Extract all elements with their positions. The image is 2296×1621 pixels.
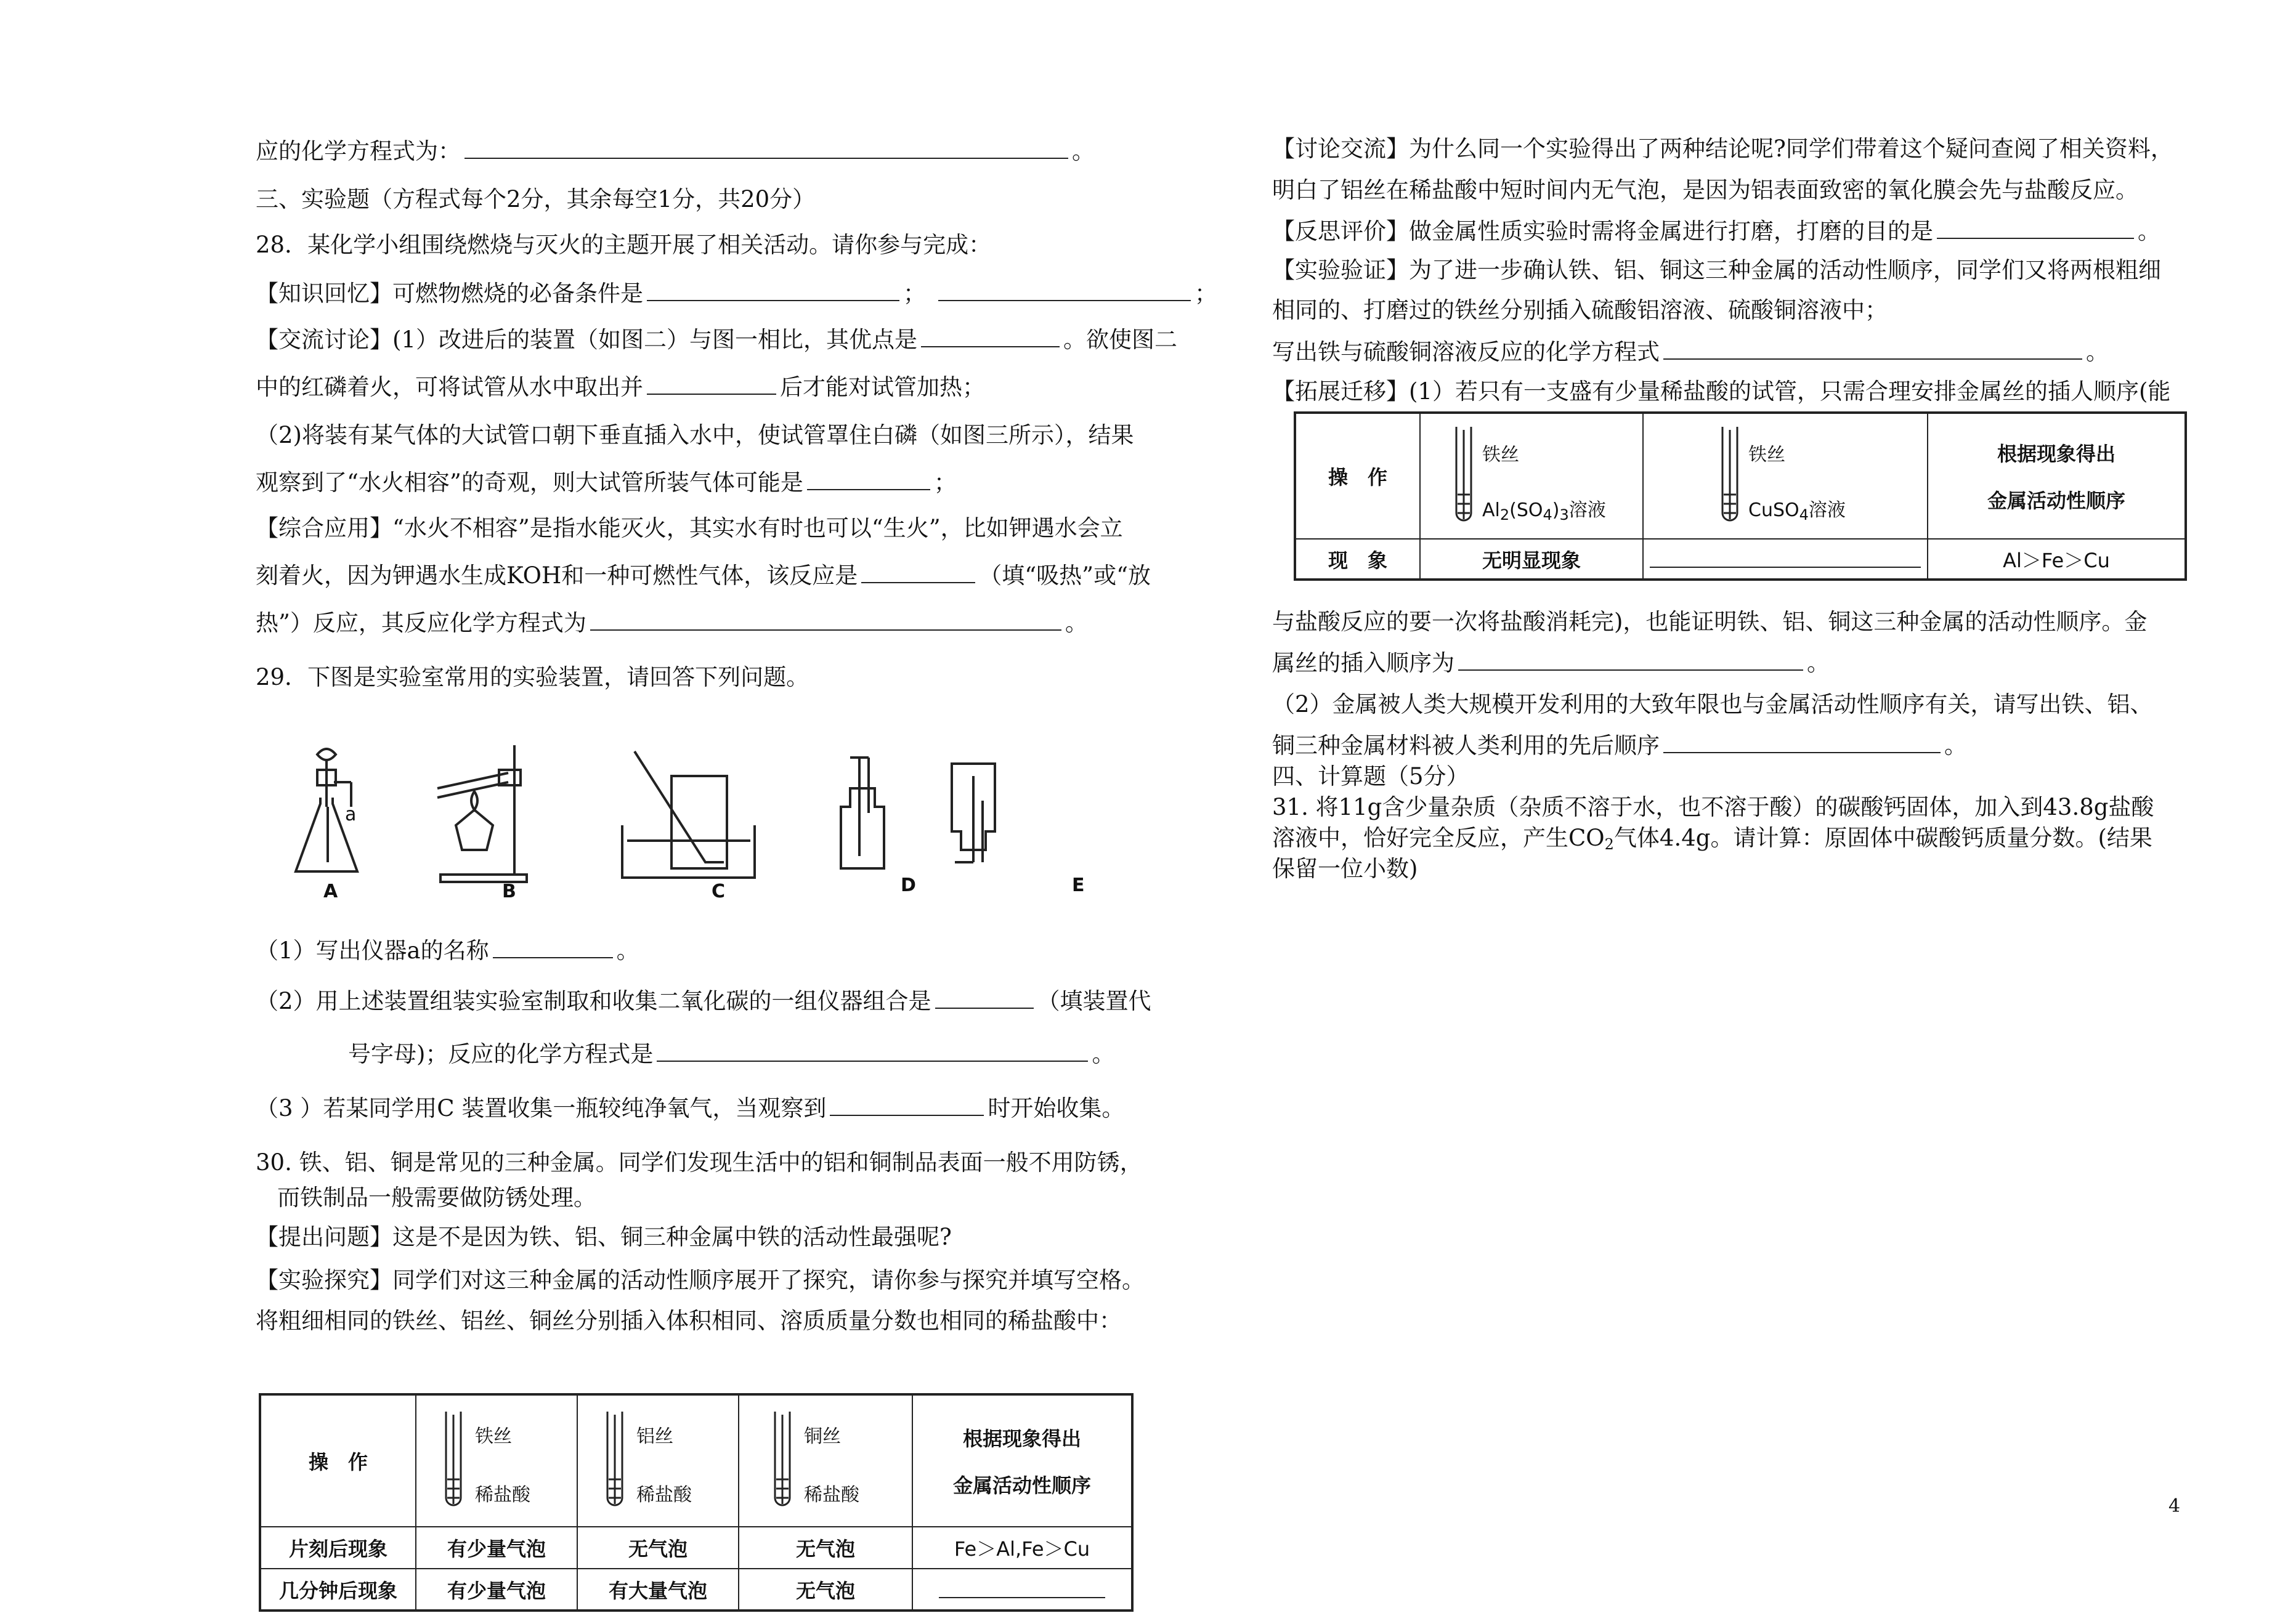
answer-blank[interactable] xyxy=(464,137,1068,159)
answer-blank[interactable] xyxy=(1663,731,1941,753)
table-cell[interactable] xyxy=(1643,539,1928,580)
text: 【反思评价】做金属性质实验时需将金属进行打磨，打磨的目的是 xyxy=(1272,218,1933,245)
text: 金属活动性顺序 xyxy=(1987,489,2125,512)
extension-2-line: （2）金属被人类大规模开发利用的大致年限也与金属活动性顺序有关，请写出铁、铝、 xyxy=(1272,691,2153,718)
table-cell: 无明显现象 xyxy=(1420,539,1643,580)
table-cell: Fe＞Al,Fe＞Cu xyxy=(912,1527,1132,1569)
text: 根据现象得出 xyxy=(962,1427,1081,1450)
extension-line-2: 与盐酸反应的要一次将盐酸消耗完)，也能证明铁、铝、铜这三种金属的活动性顺序。金 xyxy=(1272,608,2148,635)
text: （填装置代 xyxy=(1037,988,1151,1014)
answer-blank[interactable] xyxy=(830,1094,984,1116)
table-cell: 有少量气泡 xyxy=(416,1569,577,1611)
equation-request-line xyxy=(1272,338,2109,367)
text: 观察到了“水火相容”的奇观，则大试管所装气体可能是 xyxy=(256,469,803,496)
answer-blank[interactable] xyxy=(1458,649,1803,671)
text: 溶液 xyxy=(1568,499,1606,521)
result-header xyxy=(912,1394,1132,1527)
section-heading-calc: 四、计算题（5分） xyxy=(1272,763,1469,790)
discussion-line-2 xyxy=(256,373,985,402)
wire-label: 铁丝 xyxy=(1748,444,1785,466)
text: 溶液中，恰好完全反应，产生CO xyxy=(1272,825,1605,851)
tube-cell-cuso4 xyxy=(1643,413,1928,539)
tube-cell-copper xyxy=(739,1394,912,1527)
text: 后才能对试管加热； xyxy=(780,374,985,400)
answer-blank[interactable] xyxy=(1663,338,2082,360)
page-number: 4 xyxy=(2168,1495,2181,1517)
question-30: 30. 铁、铝、铜是常见的三种金属。同学们发现生活中的铝和铜制品表面一般不用防锈， xyxy=(256,1149,1143,1176)
reflection-line xyxy=(1272,217,2160,246)
answer-blank[interactable] xyxy=(939,1576,1105,1598)
op-header: 操 作 xyxy=(260,1394,416,1527)
text: 。 xyxy=(616,937,639,964)
answer-blank[interactable] xyxy=(647,279,899,301)
lab-apparatus-figure xyxy=(290,739,1170,899)
tube-cell-aluminum xyxy=(577,1394,739,1527)
test-tube-icon xyxy=(441,1412,466,1510)
text: 写出铁与硫酸铜溶液反应的化学方程式 xyxy=(1272,339,1660,365)
text: 属丝的插入顺序为 xyxy=(1272,650,1454,676)
table-row xyxy=(260,1394,1132,1527)
text: 4 xyxy=(1799,506,1809,523)
table-cell: 无气泡 xyxy=(577,1527,739,1569)
text: 。 xyxy=(2086,339,2109,365)
text: 4 xyxy=(1543,506,1552,523)
text: 号字母)；反应的化学方程式是 xyxy=(348,1041,654,1067)
liquid-label: 稀盐酸 xyxy=(804,1484,859,1506)
text: 刻着火，因为钾遇水生成KOH和一种可燃性气体，该反应是 xyxy=(256,562,858,589)
text: （2）用上述装置组装实验室制取和收集二氧化碳的一组仪器组合是 xyxy=(256,988,931,1014)
wire-label: 铁丝 xyxy=(1482,444,1519,466)
apparatus-c-water-trough xyxy=(622,751,755,878)
wire-label: 铝丝 xyxy=(636,1426,673,1447)
text: 中的红磷着火，可将试管从水中取出并 xyxy=(256,374,643,400)
text: 。欲使图二 xyxy=(1063,326,1177,353)
answer-blank[interactable] xyxy=(1650,546,1921,568)
verification-line: 【实验验证】为了进一步确认铁、铝、铜这三种金属的活动性顺序，同学们又将两根粗细 xyxy=(1272,257,2161,283)
question-28: 28．某化学小组围绕燃烧与灭火的主题开展了相关活动。请你参与完成： xyxy=(256,232,992,258)
text: ) xyxy=(1552,499,1560,521)
row-label: 几分钟后现象 xyxy=(260,1569,416,1611)
answer-blank[interactable] xyxy=(921,325,1060,347)
table-row xyxy=(1295,413,2186,539)
question-29-1 xyxy=(256,936,639,966)
text: ； xyxy=(903,280,926,307)
table-cell: 无气泡 xyxy=(739,1527,912,1569)
question-29-3 xyxy=(256,1094,1124,1123)
text: 。 xyxy=(1944,732,1967,759)
apparatus-e-inverted-bottle xyxy=(952,764,995,862)
answer-blank[interactable] xyxy=(861,561,975,583)
text: 。 xyxy=(2138,218,2160,245)
test-tube-icon xyxy=(1451,427,1476,525)
discussion-line xyxy=(256,325,1177,355)
text: (SO xyxy=(1509,499,1543,521)
apparatus-label-e: E xyxy=(1072,875,1085,896)
text: （1）写出仪器a的名称 xyxy=(256,937,489,964)
discussion-line-3: （2)将装有某气体的大试管口朝下垂直插入水中，使试管罩住白磷（如图三所示），结果 xyxy=(256,422,1134,448)
answer-blank[interactable] xyxy=(807,468,930,490)
text: Al xyxy=(1482,499,1500,521)
text: 3 xyxy=(1559,506,1569,523)
usage-order-line xyxy=(1272,731,1967,761)
table-row xyxy=(260,1569,1132,1611)
answer-blank[interactable] xyxy=(1937,217,2134,239)
equation-line xyxy=(256,137,1095,166)
section-heading-experiment: 三、实验题（方程式每个2分，其余每空1分，共20分） xyxy=(256,186,816,212)
apparatus-b-heating xyxy=(437,745,527,882)
question-29-2-cont xyxy=(348,1040,1114,1069)
verification-line-2: 相同的、打磨过的铁丝分别插入硫酸铝溶液、硫酸铜溶液中； xyxy=(1272,297,1888,323)
discussion-exchange-2: 明白了铝丝在稀盐酸中短时间内无气泡，是因为铝表面致密的氧化膜会先与盐酸反应。 xyxy=(1272,177,2138,203)
table-cell[interactable] xyxy=(912,1569,1132,1611)
text: 2 xyxy=(1499,506,1510,523)
text: 应的化学方程式为： xyxy=(256,138,461,164)
liquid-label xyxy=(1482,495,1606,523)
experiment-setup-line: 将粗细相同的铁丝、铝丝、铜丝分别插入体积相同、溶质质量分数也相同的稀盐酸中： xyxy=(256,1308,1122,1334)
answer-blank[interactable] xyxy=(657,1040,1088,1062)
discussion-line-4 xyxy=(256,468,957,498)
text: 。 xyxy=(1065,610,1088,636)
table-row xyxy=(1295,539,2186,580)
text: 气体4.4g。请计算：原固体中碳酸钙质量分数。(结果 xyxy=(1613,825,2152,851)
text: 【交流讨论】(1）改进后的装置（如图二）与图一相比，其优点是 xyxy=(256,326,917,353)
text: 。 xyxy=(1072,138,1095,164)
text: 铜三种金属材料被人类利用的先后顺序 xyxy=(1272,732,1660,759)
apparatus-d-bottle xyxy=(841,758,884,868)
apparatus-label-b: B xyxy=(502,881,516,902)
text: ； xyxy=(933,469,957,496)
text: （3 ）若某同学用C 装置收集一瓶较纯净氧气，当观察到 xyxy=(256,1095,827,1122)
tube-cell-al2so43 xyxy=(1420,413,1643,539)
table-cell: Al＞Fe＞Cu xyxy=(1928,539,2186,580)
text: CuSO xyxy=(1748,499,1799,521)
answer-blank[interactable] xyxy=(493,936,613,958)
liquid-label xyxy=(1748,495,1846,523)
apparatus-label-c: C xyxy=(712,881,726,902)
op-header: 操 作 xyxy=(1295,413,1420,539)
text: 根据现象得出 xyxy=(1997,442,2115,466)
text: 。 xyxy=(1807,650,1830,676)
answer-blank[interactable] xyxy=(647,373,776,395)
text: 溶液 xyxy=(1808,499,1846,521)
test-tube-icon xyxy=(602,1412,627,1510)
insertion-order-line xyxy=(1272,649,1830,678)
liquid-label: 稀盐酸 xyxy=(475,1484,530,1506)
text: 时开始收集。 xyxy=(988,1095,1125,1122)
question-31-cont-2: 保留一位小数) xyxy=(1272,855,1418,882)
application-line: 【综合应用】“水火不相容”是指水能灭火，其实水有时也可以“生火”，比如钾遇水会立 xyxy=(256,515,1123,541)
text: 金属活动性顺序 xyxy=(952,1474,1091,1497)
experiment-table-2 xyxy=(1294,411,2187,581)
text: 2 xyxy=(1604,836,1614,853)
table-cell: 有少量气泡 xyxy=(416,1527,577,1569)
raise-question-line: 【提出问题】这是不是因为铁、铝、铜三种金属中铁的活动性最强呢? xyxy=(256,1224,952,1250)
question-30-cont: 而铁制品一般需要做防锈处理。 xyxy=(277,1184,596,1211)
experiment-explore-line: 【实验探究】同学们对这三种金属的活动性顺序展开了探究，请你参与探究并填写空格。 xyxy=(256,1267,1145,1293)
application-line-2 xyxy=(256,561,1151,591)
table-cell: 无气泡 xyxy=(739,1569,912,1611)
table-cell: 有大量气泡 xyxy=(577,1569,739,1611)
text: 。 xyxy=(1092,1041,1115,1067)
question-29-2 xyxy=(256,987,1151,1016)
text: （填“吸热”或“放 xyxy=(979,562,1151,589)
answer-blank[interactable] xyxy=(938,279,1191,301)
test-tube-icon xyxy=(770,1412,795,1510)
test-tube-icon xyxy=(1718,427,1742,525)
apparatus-label-d: D xyxy=(901,875,916,896)
text: 【知识回忆】可燃物燃烧的必备条件是 xyxy=(256,280,643,307)
text: 热”）反应，其反应化学方程式为 xyxy=(256,610,586,636)
apparatus-label-a: A xyxy=(323,881,338,902)
application-line-3 xyxy=(256,608,1088,638)
discussion-exchange: 【讨论交流】为什么同一个实验得出了两种结论呢?同学们带着这个疑问查阅了相关资料， xyxy=(1272,135,2173,162)
liquid-label: 稀盐酸 xyxy=(636,1484,692,1506)
text: ； xyxy=(1195,280,1217,307)
answer-blank[interactable] xyxy=(935,987,1034,1009)
experiment-table-1 xyxy=(259,1393,1134,1612)
knowledge-recall-line xyxy=(256,279,1217,309)
tube-cell-iron xyxy=(416,1394,577,1527)
row-label: 现 象 xyxy=(1295,539,1420,580)
question-31: 31. 将11g含少量杂质（杂质不溶于水，也不溶于酸）的碳酸钙固体，加入到43.8g盐酸 xyxy=(1272,794,2154,820)
wire-label: 铜丝 xyxy=(804,1426,841,1447)
wire-label: 铁丝 xyxy=(475,1426,512,1447)
result-header xyxy=(1928,413,2186,539)
table-row xyxy=(260,1527,1132,1569)
answer-blank[interactable] xyxy=(590,608,1061,631)
extension-line: 【拓展迁移】(1）若只有一支盛有少量稀盐酸的试管，只需合理安排金属丝的插人顺序(能 xyxy=(1272,378,2171,405)
question-29: 29．下图是实验室常用的实验装置，请回答下列问题。 xyxy=(256,664,809,690)
label-a: a xyxy=(345,804,357,825)
row-label: 片刻后现象 xyxy=(260,1527,416,1569)
